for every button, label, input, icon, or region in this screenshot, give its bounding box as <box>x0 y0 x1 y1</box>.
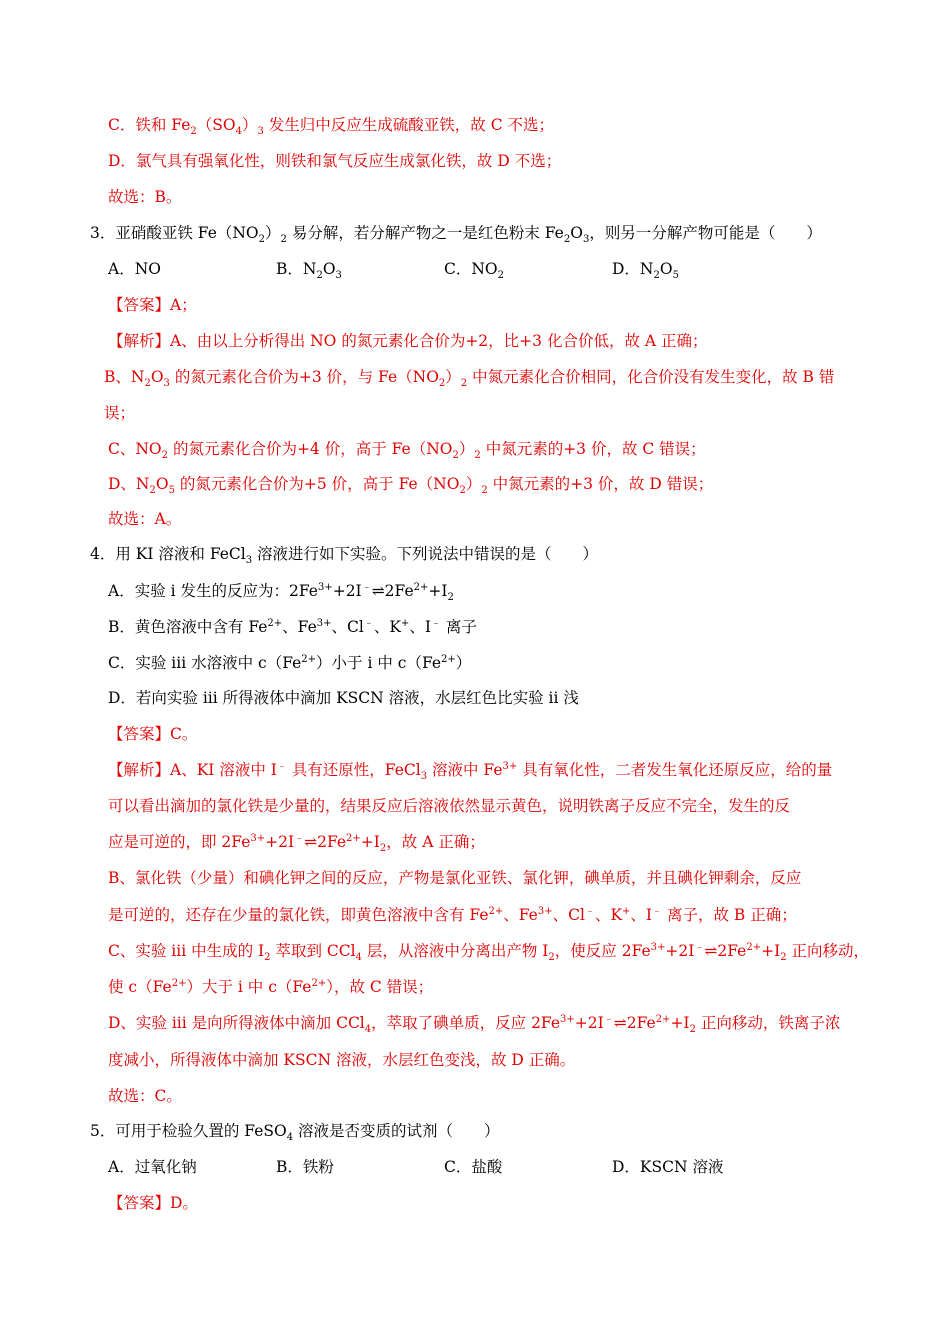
q5-option-d: D．KSCN 溶液 <box>612 1158 724 1176</box>
q4-analysis-line-7: 使 $c(Fe^{2+})$大于 i 中 $c(Fe^{2+})$，故 C 错误； <box>108 977 434 996</box>
q2-analysis-d: D．氯气具有强氧化性，则铁和氯气反应生成氯化铁，故 D 不选； <box>108 152 562 170</box>
q4-option-c: C．实验 iii 水溶液中 $c(Fe^{2+})$小于 i 中 $c(Fe^{2+})$ <box>108 653 472 672</box>
q4-analysis-line-8: D、实验 iii 是向所得液体中滴加 CCl$_4$，萃取了碘单质，反应 $2Fe^{3+}+2I^﹣\rightleftharpoons 2Fe^{2+}+I_2$ 正向移动，铁离子浓 <box>108 1013 841 1036</box>
q2-analysis-c: C．铁和 $Fe_2(SO_4)_3$ 发生归中反应生成硫酸亚铁，故 C 不选； <box>108 116 554 138</box>
q3-option-c: C．$NO_2$ <box>444 260 505 282</box>
q4-analysis-line-3: 应是可逆的，即 $2Fe^{3+}+2I^﹣\rightleftharpoons 2Fe^{2+}+I_2$，故 A 正确； <box>108 832 485 855</box>
q3-option-a: A．NO <box>108 260 161 278</box>
q4-answer: 【答案】C。 <box>108 725 198 743</box>
q4-stem: 4．用 KI 溶液和 FeCl$_3$ 溶液进行如下实验。下列说法中错误的是（ ） <box>90 545 599 567</box>
q5-options <box>108 1156 723 1178</box>
q3-conclusion: 故选：A。 <box>108 510 182 528</box>
q3-analysis-a: 【解析】A、由以上分析得出 NO 的氮元素化合价为+2，比+3 化合价低，故 A 正确； <box>108 332 708 350</box>
q5-stem: 5．可用于检验久置的 FeSO$_4$ 溶液是否变质的试剂（ ） <box>90 1122 500 1144</box>
q5-option-b: B．铁粉 <box>276 1158 334 1176</box>
q3-stem: 3．亚硝酸亚铁 $Fe(NO_2)_2$ 易分解，若分解产物之一是红色粉末 $Fe_2O_3$，则另一分解产物可能是（ ） <box>90 224 822 246</box>
q3-analysis-d: D、$N_2O_5$ 的氮元素化合价为+5 价，高于 $Fe(NO_2)_2$ 中氮元素的+3 价，故 D 错误； <box>108 475 714 497</box>
q3-answer: 【答案】A； <box>108 296 197 314</box>
q3-analysis-c: C、$NO_2$ 的氮元素化合价为+4 价，高于 $Fe(NO_2)_2$ 中氮元素的+3 价，故 C 错误； <box>108 440 706 462</box>
q3-option-b: B．$N_2O_3$ <box>276 260 342 282</box>
q4-conclusion: 故选：C。 <box>108 1087 182 1105</box>
q3-analysis-b: B、$N_2O_3$ 的氮元素化合价为+3 价，与 $Fe(NO_2)_2$ 中氮元素化合价相同，化合价没有发生变化，故 B 错 <box>104 368 835 390</box>
q4-analysis-line-1: 【解析】A、KI 溶液中 I﹣ 具有还原性，FeCl$_3$ 溶液中 $Fe^{3+}$ 具有氧化性，二者发生氧化还原反应，给的量 <box>108 760 833 783</box>
q5-option-c: C．盐酸 <box>444 1158 503 1176</box>
q4-analysis-line-6: C、实验 iii 中生成的 $I_2$ 萃取到 CCl$_4$ 层，从溶液中分离出产物 $I_2$，使反应 $2Fe^{3+}+2I^﹣\rightleftharpoons 2Fe^{2+}+I_2$ 正向移动， <box>108 941 870 964</box>
q4-analysis-line-4: B、氯化铁（少量）和碘化钾之间的反应，产物是氯化亚铁、氯化钾，碘单质，并且碘化钾剩余，反应 <box>108 869 802 887</box>
q5-answer: 【答案】D。 <box>108 1194 198 1212</box>
q5-option-a: A．过氧化钠 <box>108 1158 197 1176</box>
q3-option-d: D．$N_2O_5$ <box>612 260 679 282</box>
q3-analysis-b-cont: 误； <box>104 404 136 422</box>
q4-analysis-line-2: 可以看出滴加的氯化铁是少量的，结果反应后溶液依然显示黄色，说明铁离子反应不完全，发生的反 <box>108 797 791 815</box>
q2-conclusion: 故选：B。 <box>108 188 182 206</box>
q4-analysis-line-5: 是可逆的，还存在少量的氯化铁，即黄色溶液中含有 $Fe^{2+}$、$Fe^{3+}$、Cl﹣、K+、I﹣ 离子，故 B 正确； <box>108 905 797 924</box>
q4-analysis-line-9: 度减小，所得液体中滴加 KSCN 溶液，水层红色变浅，故 D 正确。 <box>108 1051 576 1069</box>
q4-option-b: B．黄色溶液中含有 $Fe^{2+}$、$Fe^{3+}$、Cl﹣、K+、I﹣ 离子 <box>108 617 477 636</box>
q3-options <box>108 258 679 280</box>
q4-option-a: A．实验 i 发生的反应为：$2Fe^{3+}+2I^﹣\rightleftharpoons 2Fe^{2+}+I_2$ <box>108 581 454 604</box>
q4-option-d: D．若向实验 iii 所得液体中滴加 KSCN 溶液，水层红色比实验 ii 浅 <box>108 689 579 707</box>
